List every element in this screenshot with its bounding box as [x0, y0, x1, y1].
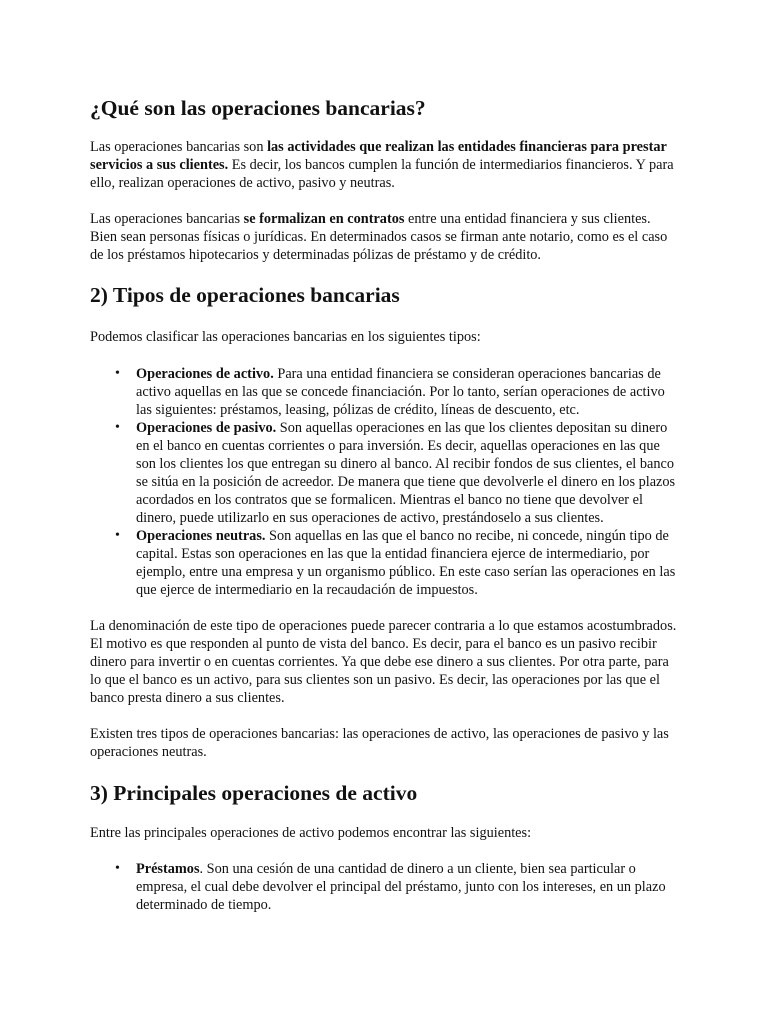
paragraph-tipos-intro: Podemos clasificar las operaciones bancarias en los siguientes tipos: [90, 329, 481, 345]
list-item-text: Son aquellas operaciones en las que los clientes depositan su dinero en el banco en cuentas corrientes o para inversión. Es decir, aquellas operaciones en las que son los clientes los que entregan su dinero al banco. Al recibir fondos de sus clientes, el banco se sitúa en la posición de acreedor. De manera que tiene que devolverle el dinero en los plazos acordados en los contratos que se formalicen. Mientras el banco no tiene que devolver el dinero, puede utilizarlo en sus operaciones de activo, prestándoselo a sus clientes. [136, 420, 676, 526]
list-item-neutras [115, 527, 680, 599]
section-title-que-son: ¿Qué son las operaciones bancarias? [90, 96, 426, 120]
text-span: Es decir, los bancos cumplen la función de intermediarios financieros. Y para ello, realizan operaciones de activo, pasivo y neutras. [90, 157, 674, 191]
text-span: Las operaciones bancarias son [90, 139, 268, 155]
bullet-icon: • [115, 420, 120, 435]
bold-text: se formalizan en contratos [243, 211, 405, 227]
list-item-term: Préstamos [136, 861, 200, 877]
document-page [90, 90, 680, 914]
tipos-list [90, 365, 680, 599]
section-title-principales: 3) Principales operaciones de activo [90, 781, 418, 805]
paragraph-denominacion: La denominación de este tipo de operaciones puede parecer contraria a lo que estamos acostumbrados. El motivo es que responden al punto de vista del banco. Es decir, para el banco es un pasivo recibir dinero para invertir o en cuentas corrientes. Ya que debe ese dinero a sus clientes. Por otra parte, para lo que el banco es un activo, para sus clientes son un pasivo. Es decir, las operaciones por las que el banco presta dinero a sus clientes. [90, 618, 677, 706]
list-item-term: Operaciones de activo. [136, 366, 274, 382]
list-item-term: Operaciones neutras. [136, 528, 266, 544]
paragraph-tres-tipos: Existen tres tipos de operaciones bancarias: las operaciones de activo, las operaciones de pasivo y las operaciones neutras. [90, 726, 669, 760]
paragraph-definition [90, 138, 680, 192]
list-item-text: . Son una cesión de una cantidad de dinero a un cliente, bien sea particular o empresa, el cual debe devolver el principal del préstamo, junto con los intereses, en un plazo determinado de tiempo. [136, 861, 666, 913]
text-span: Las operaciones bancarias [90, 211, 244, 227]
list-item-pasivo [115, 419, 680, 527]
principales-list [90, 860, 680, 914]
list-item-term: Operaciones de pasivo. [136, 420, 277, 436]
text-span: entre una entidad financiera y sus clientes. Bien sean personas físicas o jurídicas. En determinados casos se firman ante notario, como es el caso de los préstamos hipotecarios y determinadas pólizas de préstamo y de crédito. [90, 211, 668, 263]
bullet-icon: • [115, 528, 120, 543]
section-title-tipos: 2) Tipos de operaciones bancarias [90, 283, 400, 307]
paragraph-contracts [90, 210, 680, 264]
bullet-icon: • [115, 366, 120, 381]
bullet-icon: • [115, 861, 120, 876]
list-item-text: Para una entidad financiera se consideran operaciones bancarias de activo aquellas en las que se concede financiación. Por lo tanto, serían operaciones de activo las siguientes: préstamos, leasing, pólizas de crédito, líneas de descuento, etc. [136, 366, 665, 418]
list-item-prestamos [115, 860, 680, 914]
bold-text: las actividades que realizan las entidades financieras para prestar servicios a sus clientes. [90, 139, 667, 173]
list-item-text: Son aquellas en las que el banco no recibe, ni concede, ningún tipo de capital. Estas son operaciones en las que la entidad financiera ejerce de intermediario, por ejemplo, entre una empresa y un organismo público. En este caso serían las operaciones en las que ejerce de intermediario en la recaudación de impuestos. [136, 528, 676, 598]
paragraph-principales-intro: Entre las principales operaciones de activo podemos encontrar las siguientes: [90, 825, 532, 841]
list-item-activo [115, 365, 680, 419]
